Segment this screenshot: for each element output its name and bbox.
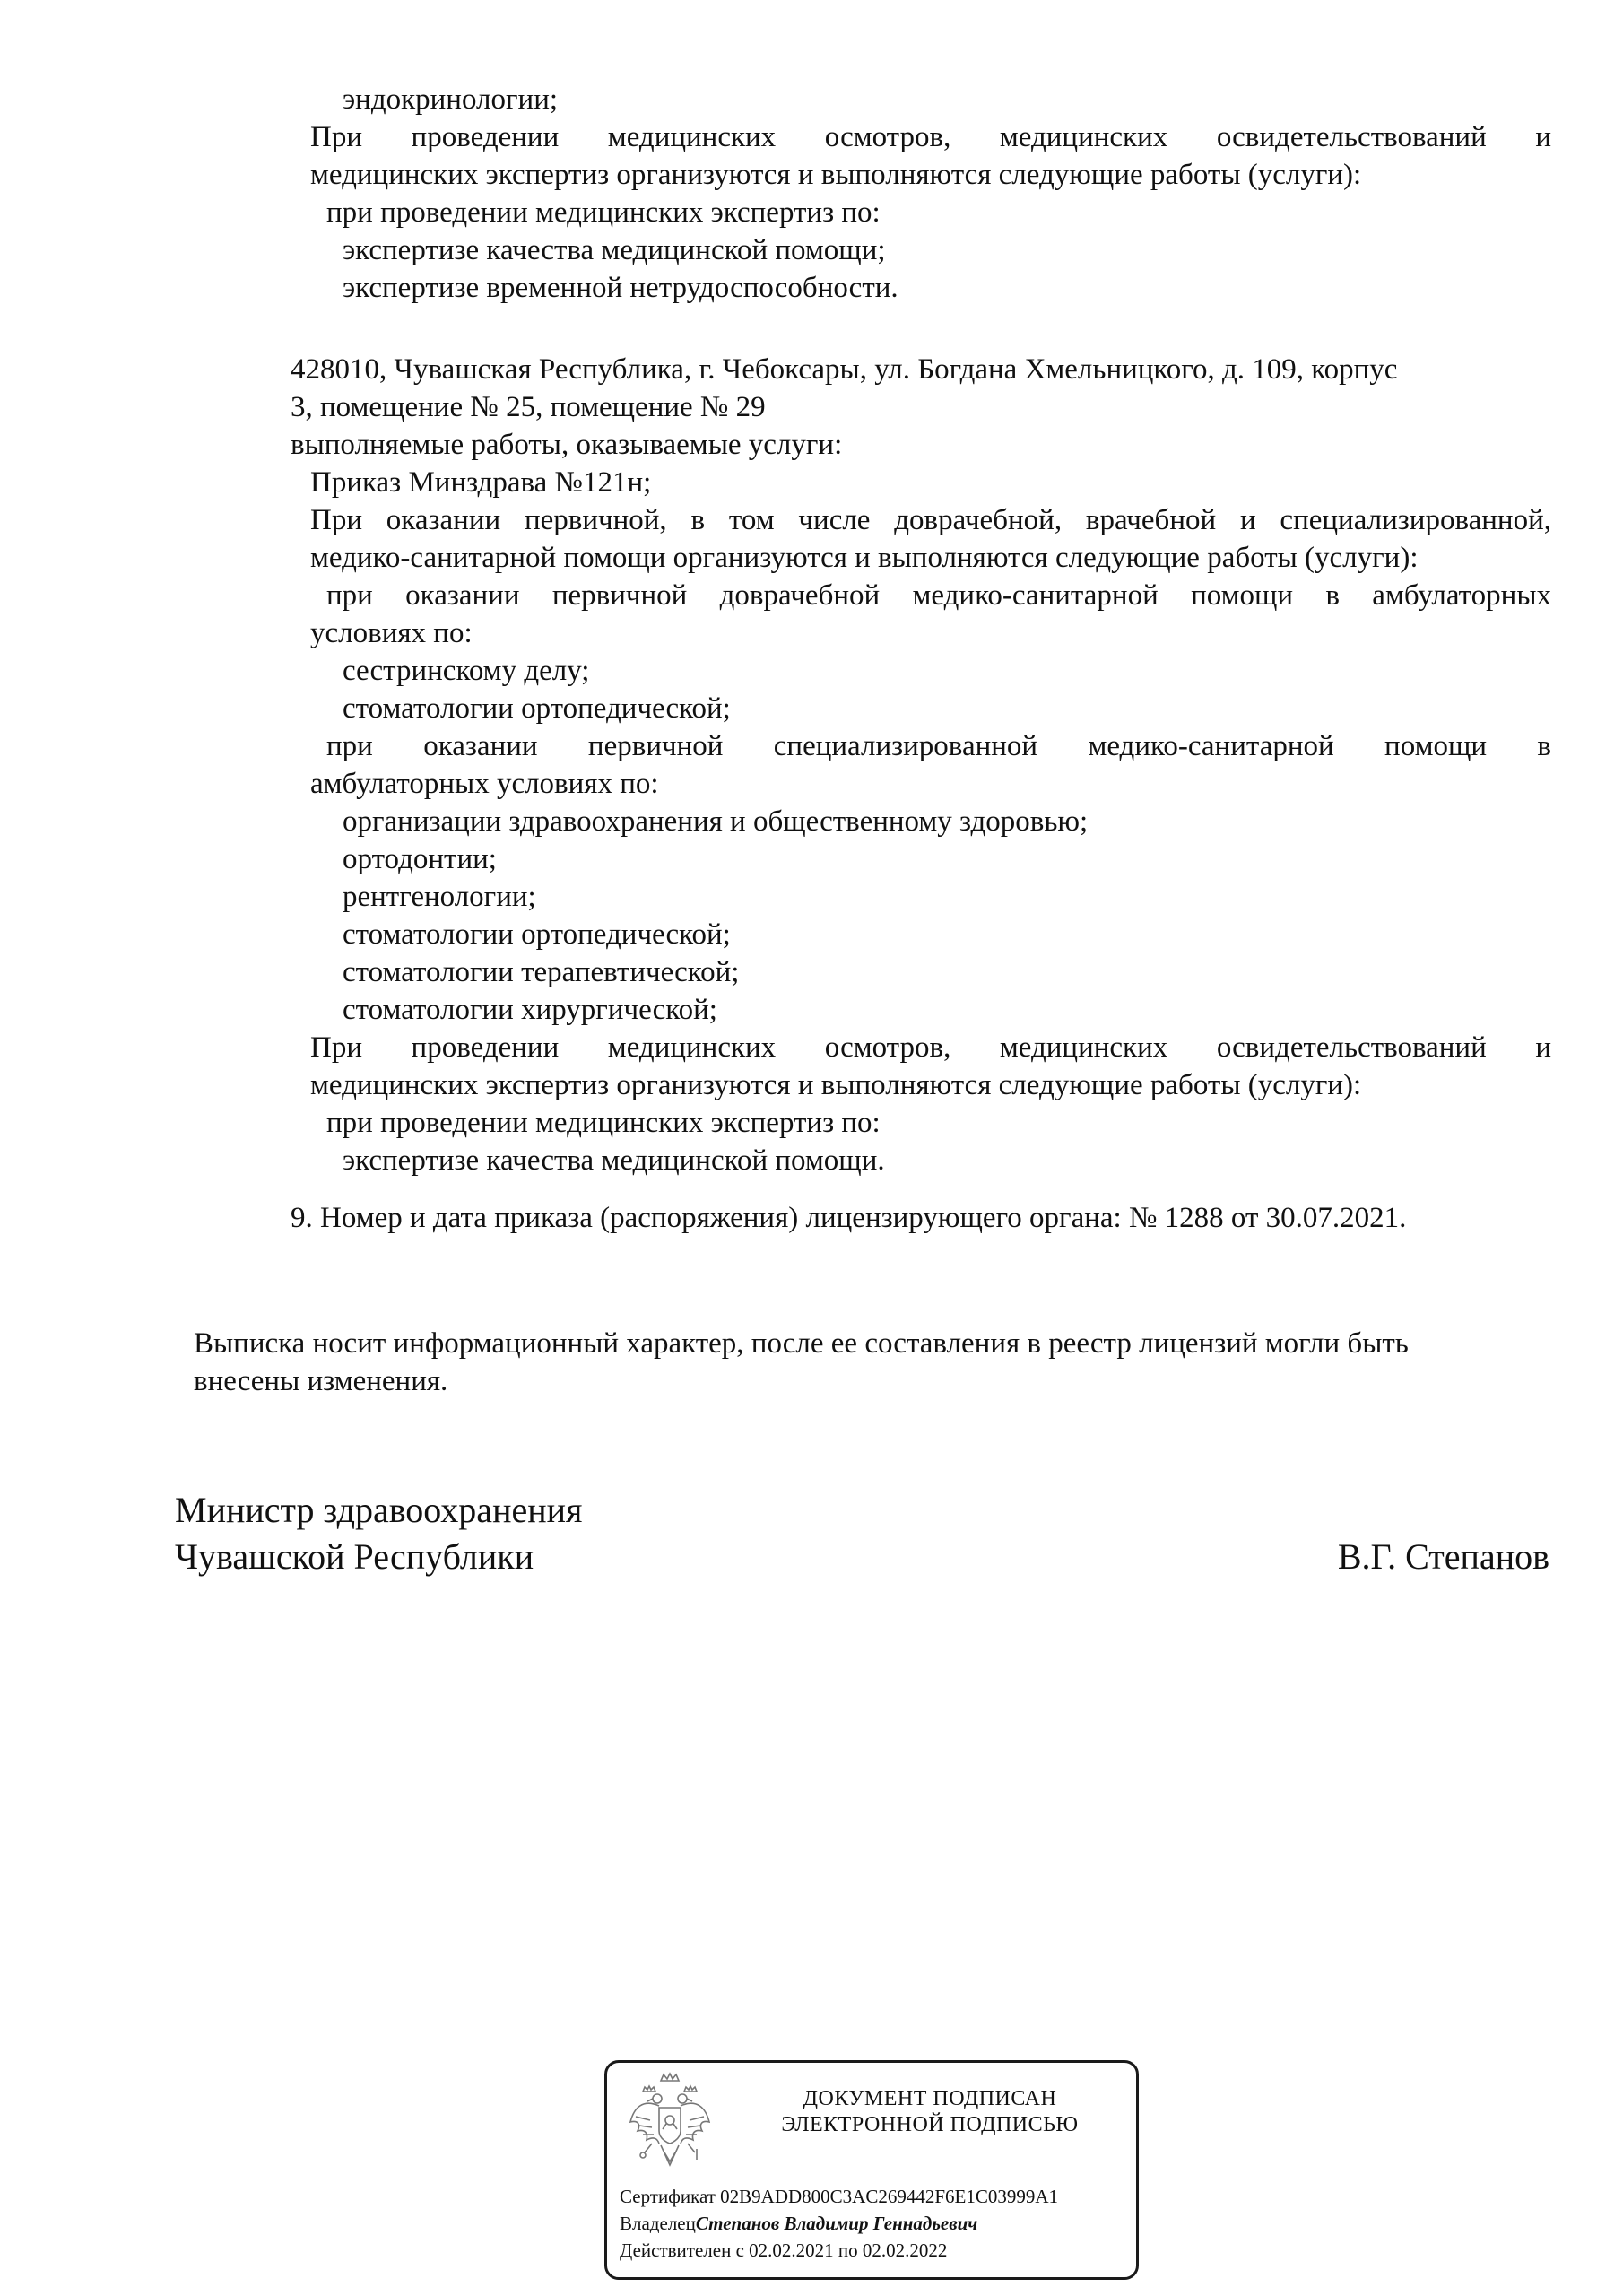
text-line: стоматологии терапевтической;	[343, 956, 740, 988]
disclaimer-note: внесены изменения.	[194, 1365, 448, 1397]
russian-coat-of-arms-icon	[625, 2072, 715, 2172]
text-line: организации здравоохранения и общественному здоровью;	[343, 805, 1089, 838]
text-line: экспертизе качества медицинской помощи;	[343, 234, 886, 266]
stamp-title: ЭЛЕКТРОННОЙ ПОДПИСЬЮ	[781, 2113, 1079, 2136]
text-line: При проведении медицинских осмотров, медицинских освидетельствований и	[310, 1031, 1551, 1064]
order-number-line: 9. Номер и дата приказа (распоряжения) лицензирующего органа: № 1288 от 30.07.2021.	[291, 1202, 1407, 1234]
validity-row: Действителен с 02.02.2021 по 02.02.2022	[620, 2239, 948, 2261]
text-line: Приказ Минздрава №121н;	[310, 466, 652, 499]
text-line: экспертизе качества медицинской помощи.	[343, 1144, 885, 1177]
text-line: стоматологии хирургической;	[343, 994, 717, 1026]
text-line: амбулаторных условиях по:	[310, 768, 659, 800]
text-line: медико-санитарной помощи организуются и выполняются следующие работы (услуги):	[310, 542, 1419, 574]
text-line: рентгенологии;	[343, 881, 536, 913]
text-line: медицинских экспертиз организуются и выполняются следующие работы (услуги):	[310, 159, 1362, 191]
text-line: ортодонтии;	[343, 843, 497, 875]
text-line: при оказании первичной специализированной медико-санитарной помощи в	[326, 730, 1551, 762]
text-line: при проведении медицинских экспертиз по:	[326, 196, 881, 229]
text-line: медицинских экспертиз организуются и выполняются следующие работы (услуги):	[310, 1069, 1362, 1101]
text-line: эндокринологии;	[343, 83, 559, 116]
address-line: 428010, Чувашская Республика, г. Чебоксары, ул. Богдана Хмельницкого, д. 109, корпус	[291, 353, 1398, 386]
electronic-signature-stamp	[604, 2060, 1139, 2280]
text-line: при проведении медицинских экспертиз по:	[326, 1107, 881, 1139]
certificate-row	[620, 2185, 1058, 2208]
signatory-title: Министр здравоохранения	[175, 1490, 583, 1530]
signatory-name: В.Г. Степанов	[1337, 1536, 1549, 1577]
signatory-title: Чувашской Республики	[175, 1536, 534, 1577]
text-line: выполняемые работы, оказываемые услуги:	[291, 429, 843, 461]
disclaimer-note: Выписка носит информационный характер, после ее составления в реестр лицензий могли быть	[194, 1327, 1409, 1360]
text-line: При проведении медицинских осмотров, медицинских освидетельствований и	[310, 121, 1551, 153]
text-line: При оказании первичной, в том числе доврачебной, врачебной и специализированной,	[310, 504, 1551, 536]
certificate-value: 02B9ADD800C3AC269442F6E1C03999A1	[720, 2186, 1059, 2207]
text-line: при оказании первичной доврачебной медико-санитарной помощи в амбулаторных	[326, 579, 1551, 612]
certificate-label: Сертификат	[620, 2186, 716, 2207]
owner-row	[620, 2212, 977, 2235]
text-line: стоматологии ортопедической;	[343, 692, 731, 725]
text-line: сестринскому делу;	[343, 655, 590, 687]
owner-label: Владелец	[620, 2213, 696, 2234]
address-line: 3, помещение № 25, помещение № 29	[291, 391, 766, 423]
owner-value: Степанов Владимир Геннадьевич	[695, 2213, 978, 2234]
text-line: условиях по:	[310, 617, 473, 649]
text-line: стоматологии ортопедической;	[343, 918, 731, 951]
text-line: экспертизе временной нетрудоспособности.	[343, 272, 898, 304]
stamp-title: ДОКУМЕНТ ПОДПИСАН	[803, 2087, 1057, 2110]
